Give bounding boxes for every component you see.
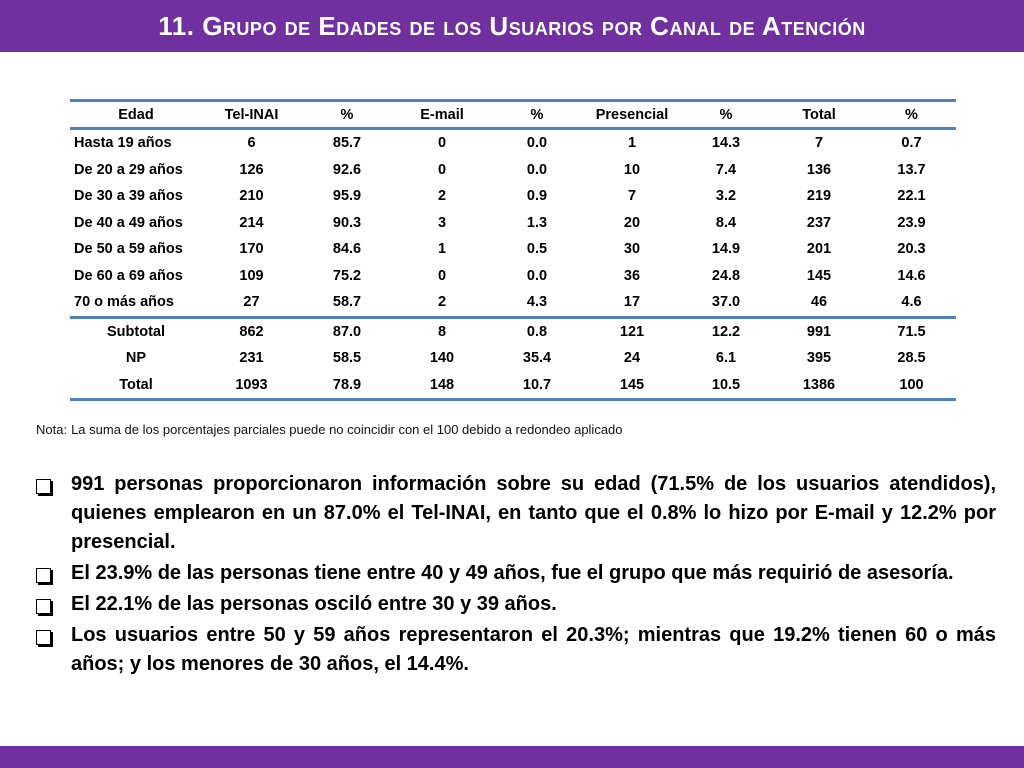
table-cell: 75.2 <box>332 267 362 284</box>
table-cell: 58.7 <box>332 294 362 311</box>
table-cell: 237 <box>806 214 832 231</box>
table-cell: 395 <box>806 350 832 367</box>
table-cell: 78.9 <box>301 372 393 400</box>
table-cell: 219 <box>806 188 832 205</box>
table-cell: 4.3 <box>526 294 548 311</box>
page-title: 11. Grupo de Edades de los Usuarios por Canal de Atención <box>158 11 866 41</box>
row-label-cell: De 50 a 59 años <box>74 241 183 258</box>
table-header-row <box>70 101 956 129</box>
table-cell: 8 <box>393 317 491 345</box>
table-cell: 140 <box>429 350 455 367</box>
column-header: % <box>491 101 583 129</box>
column-header: E-mail <box>393 101 491 129</box>
table-cell: 0 <box>437 267 447 284</box>
table-cell: 30 <box>623 241 641 258</box>
table-cell: 7 <box>814 135 824 152</box>
checkbox-bullet-icon <box>36 568 51 583</box>
table-cell: 231 <box>239 350 264 367</box>
table-cell: 862 <box>202 317 301 345</box>
note-label: Nota: <box>36 422 68 437</box>
table-body <box>70 129 956 400</box>
table-row <box>70 345 956 372</box>
table-cell: 991 <box>771 317 867 345</box>
table-cell: 71.5 <box>867 317 956 345</box>
bottom-bar <box>0 746 1024 768</box>
table-cell: 2 <box>437 188 447 205</box>
table-row <box>70 129 956 157</box>
table-cell: 4.6 <box>901 294 922 311</box>
bullet-item <box>36 621 996 679</box>
table-row <box>70 289 956 317</box>
table-cell: 10 <box>623 161 641 178</box>
table-cell: 0.0 <box>526 135 548 152</box>
title-bar <box>0 0 1024 52</box>
table-cell: 95.9 <box>332 188 362 205</box>
table-cell: 0.8 <box>491 317 583 345</box>
table-cell: 148 <box>393 372 491 400</box>
table-row <box>70 263 956 290</box>
table-cell: 1386 <box>771 372 867 400</box>
bullet-item <box>36 559 996 588</box>
table-cell: 23.9 <box>897 214 926 231</box>
table-cell: 35.4 <box>522 350 552 367</box>
table-cell: 6 <box>247 135 256 152</box>
table-cell: 20 <box>623 214 641 231</box>
table-cell: 0.5 <box>526 241 548 258</box>
table-cell: 87.0 <box>301 317 393 345</box>
table-row <box>70 183 956 210</box>
table-cell: 27 <box>243 294 260 311</box>
table-cell: 14.9 <box>711 241 741 258</box>
table-cell: 17 <box>623 294 641 311</box>
table-cell: 126 <box>239 161 264 178</box>
table-cell: 10.5 <box>681 372 771 400</box>
table-cell: 0 <box>437 161 447 178</box>
row-label-cell: Hasta 19 años <box>74 135 172 152</box>
bullet-text: 991 personas proporcionaron información sobre su edad (71.5% de los usuarios atendidos), quienes emplearon en un 87.0% el Tel-INAI, en tanto que el 0.8% lo hizo por E-mail y 12.2% por presencial. <box>71 473 996 553</box>
table-cell: 58.5 <box>332 350 362 367</box>
bullet-text: El 22.1% de las personas osciló entre 30 y 39 años. <box>71 593 557 615</box>
column-header: Edad <box>70 101 202 129</box>
row-label-cell: De 40 a 49 años <box>74 214 183 231</box>
row-label-cell: 70 o más años <box>74 294 174 311</box>
table-cell: 10.7 <box>491 372 583 400</box>
table-cell: 7.4 <box>715 161 737 178</box>
note-text: La suma de los porcentajes parciales puede no coincidir con el 100 debido a redondeo aplicado <box>71 422 623 437</box>
checkbox-bullet-icon <box>36 599 51 614</box>
table-cell: 201 <box>806 241 832 258</box>
table-cell: 109 <box>239 267 264 284</box>
table-cell: 1 <box>627 135 637 152</box>
age-by-channel-table <box>70 99 956 401</box>
table-cell: 6.1 <box>715 350 737 367</box>
table-cell: 0.7 <box>901 135 922 152</box>
table-cell: 37.0 <box>711 294 741 311</box>
table-cell: 3.2 <box>715 188 737 205</box>
bullet-item <box>36 470 996 557</box>
table-cell: 214 <box>239 214 264 231</box>
row-label-cell: De 60 a 69 años <box>74 267 183 284</box>
table-row <box>70 317 956 345</box>
table-cell: 12.2 <box>681 317 771 345</box>
table-row <box>70 236 956 263</box>
table-cell: 100 <box>867 372 956 400</box>
table-cell: 121 <box>583 317 681 345</box>
table-cell: 145 <box>806 267 832 284</box>
row-label-cell: NP <box>125 350 147 367</box>
table-cell: 85.7 <box>332 135 362 152</box>
table-row <box>70 372 956 400</box>
column-header: % <box>867 101 956 129</box>
table-cell: 92.6 <box>332 161 362 178</box>
checkbox-bullet-icon <box>36 630 51 645</box>
table-cell: 7 <box>627 188 637 205</box>
column-header: Presencial <box>583 101 681 129</box>
table-cell: 24.8 <box>711 267 741 284</box>
table-cell: 14.6 <box>897 267 926 284</box>
table-note <box>36 422 623 437</box>
table-cell: 13.7 <box>897 161 926 178</box>
table-cell: 1093 <box>202 372 301 400</box>
table-cell: 0.0 <box>526 267 548 284</box>
table-cell: 36 <box>623 267 641 284</box>
table-cell: 90.3 <box>332 214 362 231</box>
bullet-text: Los usuarios entre 50 y 59 años representaron el 20.3%; mientras que 19.2% tienen 60 o más años; y los menores de 30 años, el 14.4%. <box>71 624 996 675</box>
row-label-cell: De 30 a 39 años <box>74 188 183 205</box>
bullet-text: El 23.9% de las personas tiene entre 40 y 49 años, fue el grupo que más requirió de asesoría. <box>71 562 954 584</box>
table-row <box>70 157 956 184</box>
table-cell: 0.9 <box>526 188 548 205</box>
table-cell: 28.5 <box>897 350 926 367</box>
table-cell: 1.3 <box>526 214 548 231</box>
table-cell: 145 <box>583 372 681 400</box>
column-header: % <box>301 101 393 129</box>
column-header: Total <box>771 101 867 129</box>
table-cell: 170 <box>239 241 264 258</box>
table-cell: 210 <box>239 188 264 205</box>
table-cell: 84.6 <box>332 241 362 258</box>
column-header: % <box>681 101 771 129</box>
table-cell: 24 <box>623 350 641 367</box>
row-label-cell: De 20 a 29 años <box>74 161 183 178</box>
age-table-container <box>70 99 956 401</box>
table-row <box>70 210 956 237</box>
row-label-cell: Total <box>70 372 202 400</box>
table-cell: 46 <box>810 294 828 311</box>
column-header: Tel-INAI <box>202 101 301 129</box>
table-cell: 2 <box>437 294 447 311</box>
table-cell: 3 <box>437 214 447 231</box>
table-cell: 8.4 <box>715 214 737 231</box>
table-cell: 0 <box>437 135 447 152</box>
table-cell: 1 <box>437 241 447 258</box>
table-cell: 22.1 <box>897 188 926 205</box>
table-cell: 14.3 <box>711 135 741 152</box>
bullet-item <box>36 590 996 619</box>
bullet-list <box>36 470 996 681</box>
row-label-cell: Subtotal <box>70 317 202 345</box>
table-cell: 20.3 <box>897 241 926 258</box>
checkbox-bullet-icon <box>36 479 51 494</box>
table-cell: 136 <box>806 161 832 178</box>
table-cell: 0.0 <box>526 161 548 178</box>
